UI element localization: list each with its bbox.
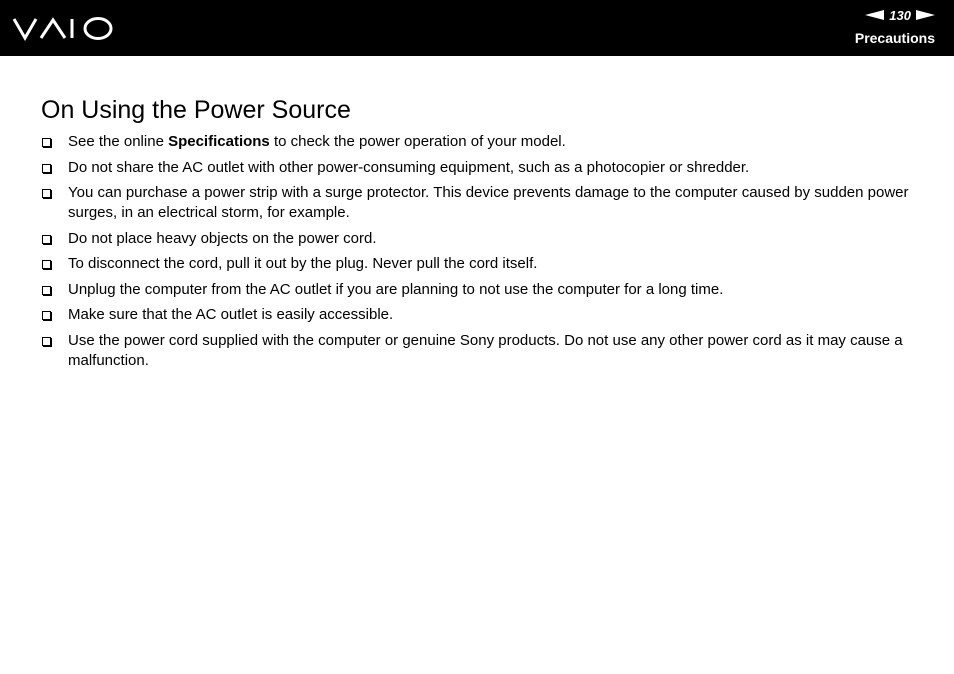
checkbox-bullet-icon [42, 164, 51, 173]
list-item [41, 254, 921, 274]
checkbox-bullet-icon [42, 138, 51, 147]
list-item [41, 305, 921, 325]
checkbox-bullet-icon [42, 189, 51, 198]
specifications-term: Specifications [168, 133, 270, 150]
section-title: Precautions [854, 30, 935, 46]
page-number: 130 [889, 7, 911, 23]
vaio-logo [12, 14, 122, 44]
list-item-text: Make sure that the AC outlet is easily accessible. [68, 306, 394, 323]
list-item-text-start: See the online [68, 133, 169, 150]
list-item [41, 158, 921, 178]
checkbox-bullet-icon [42, 235, 51, 244]
list-item-text: Use the power cord supplied with the computer or genuine Sony products. Do not use any other power cord as it may cause a malfunction. [68, 331, 903, 369]
list-item [41, 132, 921, 152]
list-item [41, 280, 921, 300]
list-item-text-end: to check the power operation of your model. [269, 133, 566, 150]
checkbox-bullet-icon [42, 337, 51, 346]
header-bar [0, 0, 954, 56]
page-heading: On Using the Power Source [41, 96, 351, 124]
list-item [41, 183, 921, 223]
list-item-text: Unplug the computer from the AC outlet if you are planning to not use the computer for a long time. [68, 280, 724, 298]
page-navigator [865, 6, 935, 24]
checkbox-bullet-icon [42, 260, 51, 269]
list-item-text: To disconnect the cord, pull it out by the plug. Never pull the cord itself. [68, 255, 538, 272]
precautions-list [41, 132, 921, 376]
list-item-text: Do not place heavy objects on the power cord. [68, 229, 377, 247]
next-page-arrow-icon[interactable] [916, 10, 935, 20]
previous-page-arrow-icon[interactable] [865, 10, 884, 20]
list-item [41, 229, 921, 249]
checkbox-bullet-icon [42, 286, 51, 295]
list-item-text: You can purchase a power strip with a surge protector. This device prevents damage to the computer caused by sudden power surges, in an electrical storm, for example. [68, 184, 909, 221]
list-item-text: Do not share the AC outlet with other power-consuming equipment, such as a photocopier or shredder. [68, 158, 750, 176]
list-item [41, 331, 921, 371]
checkbox-bullet-icon [42, 311, 51, 320]
